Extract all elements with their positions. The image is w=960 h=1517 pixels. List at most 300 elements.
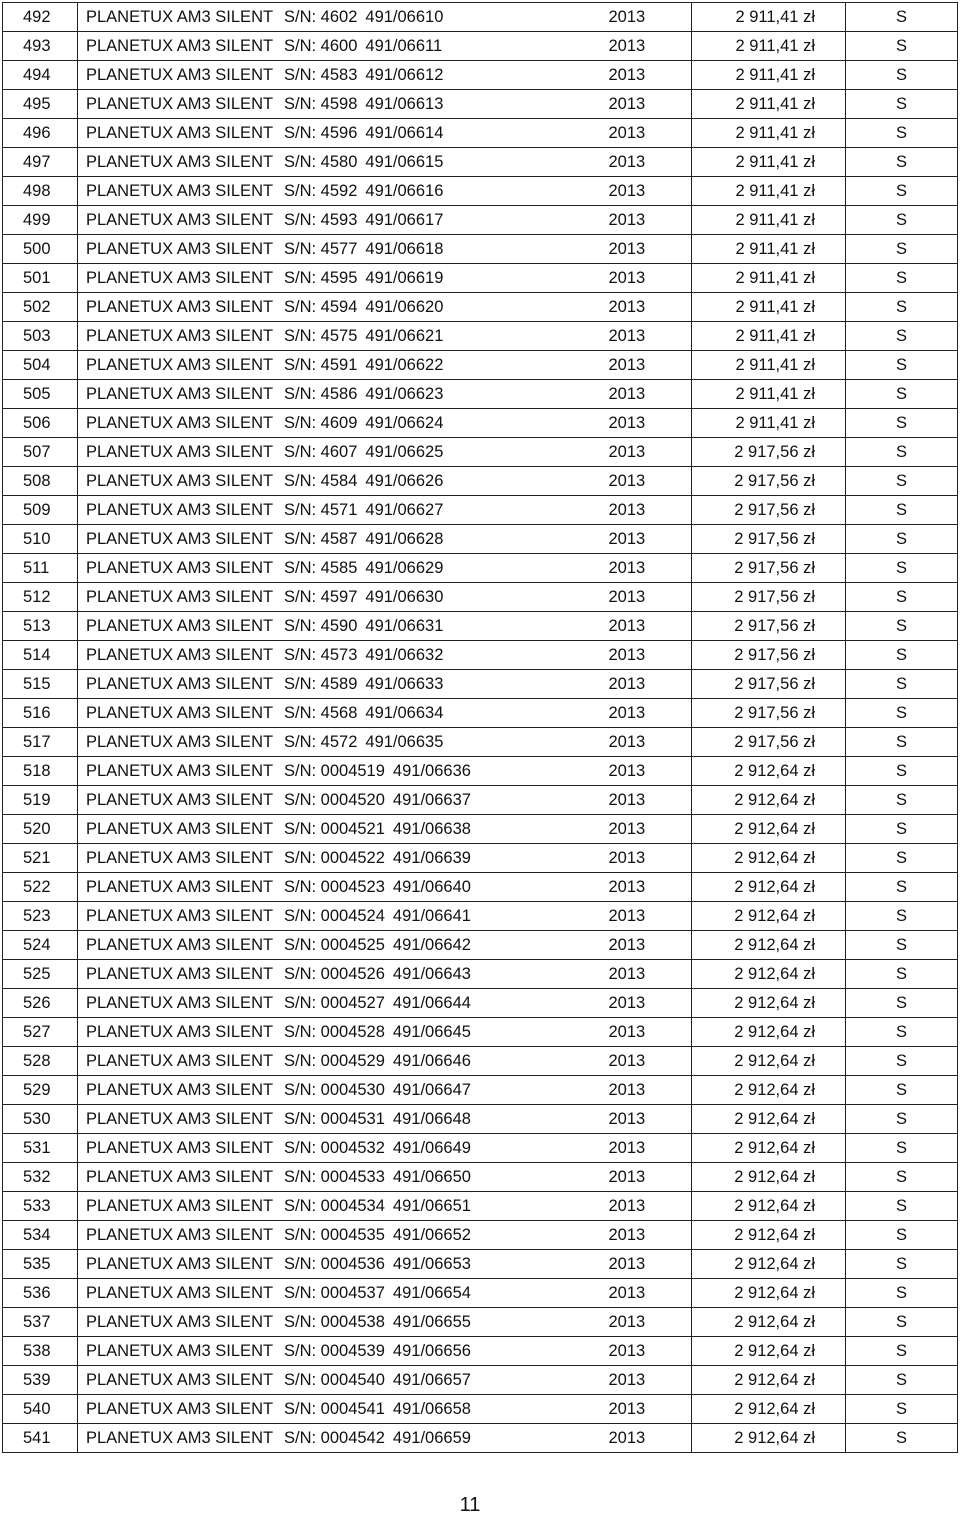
row-number-cell: 522	[3, 873, 78, 902]
table-row	[3, 583, 958, 612]
row-number-cell: 502	[3, 293, 78, 322]
item-description-cell	[78, 1250, 588, 1279]
item-name: PLANETUX AM3 SILENT	[86, 1138, 274, 1157]
value-cell: 2 912,64 zł	[692, 1366, 846, 1395]
row-number-cell: 529	[3, 1076, 78, 1105]
table-row	[3, 1105, 958, 1134]
item-description-cell	[78, 931, 588, 960]
value-cell: 2 912,64 zł	[692, 1192, 846, 1221]
table-row	[3, 931, 958, 960]
item-description-cell	[78, 612, 588, 641]
table-row	[3, 1366, 958, 1395]
item-description-cell	[78, 1105, 588, 1134]
value-cell: 2 912,64 zł	[692, 1221, 846, 1250]
row-number-cell: 527	[3, 1018, 78, 1047]
serial-number: S/N: 4568	[284, 703, 358, 722]
inventory-number: 491/06612	[365, 65, 444, 84]
table-row	[3, 728, 958, 757]
item-name: PLANETUX AM3 SILENT	[86, 964, 274, 983]
item-description-cell	[78, 32, 588, 61]
inventory-number: 491/06636	[392, 761, 471, 780]
year-cell: 2013	[588, 90, 692, 119]
item-name: PLANETUX AM3 SILENT	[86, 645, 274, 664]
table-row	[3, 206, 958, 235]
group-cell: S	[846, 583, 958, 612]
year-cell: 2013	[588, 1163, 692, 1192]
year-cell: 2013	[588, 960, 692, 989]
table-row	[3, 844, 958, 873]
serial-number: S/N: 0004540	[284, 1370, 385, 1389]
serial-number: S/N: 0004538	[284, 1312, 385, 1331]
item-name: PLANETUX AM3 SILENT	[86, 268, 274, 287]
group-cell: S	[846, 264, 958, 293]
item-name: PLANETUX AM3 SILENT	[86, 94, 274, 113]
year-cell: 2013	[588, 1221, 692, 1250]
item-name: PLANETUX AM3 SILENT	[86, 36, 274, 55]
year-cell: 2013	[588, 757, 692, 786]
table-row	[3, 1279, 958, 1308]
group-cell: S	[846, 1163, 958, 1192]
table-row	[3, 1308, 958, 1337]
year-cell: 2013	[588, 902, 692, 931]
group-cell: S	[846, 989, 958, 1018]
item-name: PLANETUX AM3 SILENT	[86, 819, 274, 838]
table-row	[3, 235, 958, 264]
value-cell: 2 911,41 zł	[692, 264, 846, 293]
value-cell: 2 917,56 zł	[692, 699, 846, 728]
year-cell: 2013	[588, 815, 692, 844]
year-cell: 2013	[588, 525, 692, 554]
value-cell: 2 911,41 zł	[692, 322, 846, 351]
value-cell: 2 911,41 zł	[692, 32, 846, 61]
inventory-number: 491/06635	[365, 732, 444, 751]
value-cell: 2 912,64 zł	[692, 1076, 846, 1105]
value-cell: 2 912,64 zł	[692, 1018, 846, 1047]
row-number-cell: 523	[3, 902, 78, 931]
value-cell: 2 912,64 zł	[692, 1279, 846, 1308]
row-number-cell: 500	[3, 235, 78, 264]
value-cell: 2 911,41 zł	[692, 119, 846, 148]
inventory-number: 491/06629	[365, 558, 444, 577]
value-cell: 2 912,64 zł	[692, 1337, 846, 1366]
item-name: PLANETUX AM3 SILENT	[86, 239, 274, 258]
value-cell: 2 912,64 zł	[692, 1134, 846, 1163]
group-cell: S	[846, 1047, 958, 1076]
row-number-cell: 510	[3, 525, 78, 554]
serial-number: S/N: 0004523	[284, 877, 385, 896]
table-row	[3, 1047, 958, 1076]
year-cell: 2013	[588, 989, 692, 1018]
year-cell: 2013	[588, 670, 692, 699]
inventory-number: 491/06657	[392, 1370, 471, 1389]
item-name: PLANETUX AM3 SILENT	[86, 1225, 274, 1244]
group-cell: S	[846, 612, 958, 641]
group-cell: S	[846, 844, 958, 873]
item-name: PLANETUX AM3 SILENT	[86, 384, 274, 403]
serial-number: S/N: 0004526	[284, 964, 385, 983]
serial-number: S/N: 4591	[284, 355, 358, 374]
year-cell: 2013	[588, 1308, 692, 1337]
row-number-cell: 531	[3, 1134, 78, 1163]
item-name: PLANETUX AM3 SILENT	[86, 761, 274, 780]
serial-number: S/N: 4590	[284, 616, 358, 635]
serial-number: S/N: 0004536	[284, 1254, 385, 1273]
row-number-cell: 536	[3, 1279, 78, 1308]
item-name: PLANETUX AM3 SILENT	[86, 297, 274, 316]
serial-number: S/N: 4596	[284, 123, 358, 142]
year-cell: 2013	[588, 496, 692, 525]
item-name: PLANETUX AM3 SILENT	[86, 413, 274, 432]
table-row	[3, 554, 958, 583]
inventory-number: 491/06652	[392, 1225, 471, 1244]
table-row	[3, 293, 958, 322]
row-number-cell: 528	[3, 1047, 78, 1076]
item-name: PLANETUX AM3 SILENT	[86, 732, 274, 751]
year-cell: 2013	[588, 61, 692, 90]
item-description-cell	[78, 467, 588, 496]
row-number-cell: 520	[3, 815, 78, 844]
serial-number: S/N: 4594	[284, 297, 358, 316]
row-number-cell: 515	[3, 670, 78, 699]
table-row	[3, 351, 958, 380]
item-name: PLANETUX AM3 SILENT	[86, 152, 274, 171]
item-description-cell	[78, 1163, 588, 1192]
item-description-cell	[78, 351, 588, 380]
item-name: PLANETUX AM3 SILENT	[86, 355, 274, 374]
value-cell: 2 917,56 zł	[692, 438, 846, 467]
row-number-cell: 538	[3, 1337, 78, 1366]
table-row	[3, 786, 958, 815]
item-name: PLANETUX AM3 SILENT	[86, 1370, 274, 1389]
group-cell: S	[846, 235, 958, 264]
value-cell: 2 912,64 zł	[692, 873, 846, 902]
table-row	[3, 380, 958, 409]
inventory-number: 491/06643	[392, 964, 471, 983]
table-row	[3, 1134, 958, 1163]
item-name: PLANETUX AM3 SILENT	[86, 442, 274, 461]
item-description-cell	[78, 1337, 588, 1366]
item-description-cell	[78, 699, 588, 728]
serial-number: S/N: 0004542	[284, 1428, 385, 1447]
table-row	[3, 409, 958, 438]
year-cell: 2013	[588, 264, 692, 293]
table-row	[3, 61, 958, 90]
row-number-cell: 530	[3, 1105, 78, 1134]
table-row	[3, 873, 958, 902]
item-description-cell	[78, 757, 588, 786]
value-cell: 2 917,56 zł	[692, 612, 846, 641]
inventory-number: 491/06639	[392, 848, 471, 867]
inventory-number: 491/06627	[365, 500, 444, 519]
table-row	[3, 1018, 958, 1047]
row-number-cell: 533	[3, 1192, 78, 1221]
table-row	[3, 1076, 958, 1105]
item-description-cell	[78, 61, 588, 90]
table-row	[3, 699, 958, 728]
item-name: PLANETUX AM3 SILENT	[86, 616, 274, 635]
row-number-cell: 498	[3, 177, 78, 206]
table-row	[3, 1395, 958, 1424]
group-cell: S	[846, 1366, 958, 1395]
year-cell: 2013	[588, 322, 692, 351]
item-description-cell	[78, 119, 588, 148]
inventory-number: 491/06628	[365, 529, 444, 548]
inventory-number: 491/06634	[365, 703, 444, 722]
item-description-cell	[78, 90, 588, 119]
inventory-number: 491/06619	[365, 268, 444, 287]
year-cell: 2013	[588, 467, 692, 496]
item-description-cell	[78, 1018, 588, 1047]
row-number-cell: 492	[3, 3, 78, 32]
value-cell: 2 912,64 zł	[692, 1047, 846, 1076]
value-cell: 2 917,56 zł	[692, 583, 846, 612]
inventory-number: 491/06637	[392, 790, 471, 809]
group-cell: S	[846, 61, 958, 90]
row-number-cell: 511	[3, 554, 78, 583]
table-row	[3, 322, 958, 351]
group-cell: S	[846, 3, 958, 32]
inventory-number: 491/06622	[365, 355, 444, 374]
item-description-cell	[78, 815, 588, 844]
item-description-cell	[78, 1424, 588, 1453]
year-cell: 2013	[588, 1250, 692, 1279]
group-cell: S	[846, 931, 958, 960]
value-cell: 2 912,64 zł	[692, 786, 846, 815]
serial-number: S/N: 4580	[284, 152, 358, 171]
inventory-number: 491/06618	[365, 239, 444, 258]
inventory-number: 491/06644	[392, 993, 471, 1012]
item-name: PLANETUX AM3 SILENT	[86, 790, 274, 809]
row-number-cell: 513	[3, 612, 78, 641]
table-row	[3, 989, 958, 1018]
year-cell: 2013	[588, 728, 692, 757]
group-cell: S	[846, 1395, 958, 1424]
item-name: PLANETUX AM3 SILENT	[86, 181, 274, 200]
inventory-number: 491/06653	[392, 1254, 471, 1273]
year-cell: 2013	[588, 119, 692, 148]
value-cell: 2 912,64 zł	[692, 989, 846, 1018]
table-row	[3, 32, 958, 61]
year-cell: 2013	[588, 583, 692, 612]
item-name: PLANETUX AM3 SILENT	[86, 1196, 274, 1215]
value-cell: 2 912,64 zł	[692, 844, 846, 873]
year-cell: 2013	[588, 641, 692, 670]
group-cell: S	[846, 322, 958, 351]
item-description-cell	[78, 3, 588, 32]
serial-number: S/N: 0004520	[284, 790, 385, 809]
serial-number: S/N: 4572	[284, 732, 358, 751]
group-cell: S	[846, 1018, 958, 1047]
row-number-cell: 541	[3, 1424, 78, 1453]
item-description-cell	[78, 496, 588, 525]
item-name: PLANETUX AM3 SILENT	[86, 500, 274, 519]
group-cell: S	[846, 728, 958, 757]
item-description-cell	[78, 641, 588, 670]
item-description-cell	[78, 960, 588, 989]
value-cell: 2 911,41 zł	[692, 293, 846, 322]
year-cell: 2013	[588, 32, 692, 61]
inventory-number: 491/06646	[392, 1051, 471, 1070]
item-name: PLANETUX AM3 SILENT	[86, 1428, 274, 1447]
item-description-cell	[78, 1192, 588, 1221]
serial-number: S/N: 4607	[284, 442, 358, 461]
item-description-cell	[78, 554, 588, 583]
serial-number: S/N: 0004537	[284, 1283, 385, 1302]
table-row	[3, 1337, 958, 1366]
group-cell: S	[846, 641, 958, 670]
inventory-number: 491/06617	[365, 210, 444, 229]
inventory-number: 491/06647	[392, 1080, 471, 1099]
year-cell: 2013	[588, 206, 692, 235]
row-number-cell: 503	[3, 322, 78, 351]
year-cell: 2013	[588, 293, 692, 322]
value-cell: 2 917,56 zł	[692, 496, 846, 525]
serial-number: S/N: 4573	[284, 645, 358, 664]
serial-number: S/N: 0004522	[284, 848, 385, 867]
inventory-number: 491/06638	[392, 819, 471, 838]
item-description-cell	[78, 409, 588, 438]
row-number-cell: 514	[3, 641, 78, 670]
serial-number: S/N: 4571	[284, 500, 358, 519]
item-description-cell	[78, 1395, 588, 1424]
inventory-table-body	[3, 3, 958, 1453]
group-cell: S	[846, 496, 958, 525]
table-row	[3, 757, 958, 786]
item-name: PLANETUX AM3 SILENT	[86, 935, 274, 954]
group-cell: S	[846, 1279, 958, 1308]
year-cell: 2013	[588, 1424, 692, 1453]
inventory-number: 491/06623	[365, 384, 444, 403]
value-cell: 2 911,41 zł	[692, 351, 846, 380]
value-cell: 2 917,56 zł	[692, 525, 846, 554]
row-number-cell: 526	[3, 989, 78, 1018]
serial-number: S/N: 4595	[284, 268, 358, 287]
inventory-number: 491/06641	[392, 906, 471, 925]
item-description-cell	[78, 844, 588, 873]
group-cell: S	[846, 1308, 958, 1337]
year-cell: 2013	[588, 873, 692, 902]
group-cell: S	[846, 1221, 958, 1250]
value-cell: 2 912,64 zł	[692, 931, 846, 960]
group-cell: S	[846, 1192, 958, 1221]
item-description-cell	[78, 177, 588, 206]
table-row	[3, 264, 958, 293]
row-number-cell: 516	[3, 699, 78, 728]
item-description-cell	[78, 1047, 588, 1076]
row-number-cell: 532	[3, 1163, 78, 1192]
year-cell: 2013	[588, 235, 692, 264]
value-cell: 2 911,41 zł	[692, 61, 846, 90]
item-name: PLANETUX AM3 SILENT	[86, 587, 274, 606]
year-cell: 2013	[588, 1395, 692, 1424]
group-cell: S	[846, 148, 958, 177]
serial-number: S/N: 4609	[284, 413, 358, 432]
serial-number: S/N: 0004535	[284, 1225, 385, 1244]
year-cell: 2013	[588, 148, 692, 177]
value-cell: 2 912,64 zł	[692, 1163, 846, 1192]
value-cell: 2 911,41 zł	[692, 3, 846, 32]
table-row	[3, 148, 958, 177]
row-number-cell: 493	[3, 32, 78, 61]
year-cell: 2013	[588, 931, 692, 960]
inventory-number: 491/06633	[365, 674, 444, 693]
group-cell: S	[846, 1424, 958, 1453]
inventory-number: 491/06649	[392, 1138, 471, 1157]
value-cell: 2 917,56 zł	[692, 728, 846, 757]
serial-number: S/N: 0004519	[284, 761, 385, 780]
row-number-cell: 501	[3, 264, 78, 293]
group-cell: S	[846, 786, 958, 815]
table-row	[3, 1424, 958, 1453]
year-cell: 2013	[588, 699, 692, 728]
serial-number: S/N: 4598	[284, 94, 358, 113]
year-cell: 2013	[588, 351, 692, 380]
inventory-number: 491/06659	[392, 1428, 471, 1447]
value-cell: 2 911,41 zł	[692, 380, 846, 409]
table-row	[3, 641, 958, 670]
group-cell: S	[846, 351, 958, 380]
item-description-cell	[78, 583, 588, 612]
value-cell: 2 917,56 zł	[692, 467, 846, 496]
inventory-number: 491/06611	[365, 36, 443, 55]
value-cell: 2 911,41 zł	[692, 90, 846, 119]
value-cell: 2 912,64 zł	[692, 1308, 846, 1337]
serial-number: S/N: 0004533	[284, 1167, 385, 1186]
row-number-cell: 497	[3, 148, 78, 177]
inventory-number: 491/06655	[392, 1312, 471, 1331]
table-row	[3, 612, 958, 641]
group-cell: S	[846, 902, 958, 931]
inventory-number: 491/06645	[392, 1022, 471, 1041]
item-description-cell	[78, 322, 588, 351]
value-cell: 2 911,41 zł	[692, 206, 846, 235]
item-description-cell	[78, 902, 588, 931]
row-number-cell: 535	[3, 1250, 78, 1279]
item-description-cell	[78, 786, 588, 815]
group-cell: S	[846, 757, 958, 786]
value-cell: 2 917,56 zł	[692, 641, 846, 670]
row-number-cell: 512	[3, 583, 78, 612]
group-cell: S	[846, 1337, 958, 1366]
table-row	[3, 90, 958, 119]
row-number-cell: 534	[3, 1221, 78, 1250]
item-description-cell	[78, 1134, 588, 1163]
year-cell: 2013	[588, 844, 692, 873]
serial-number: S/N: 0004531	[284, 1109, 385, 1128]
item-description-cell	[78, 293, 588, 322]
item-description-cell	[78, 1279, 588, 1308]
value-cell: 2 911,41 zł	[692, 148, 846, 177]
row-number-cell: 524	[3, 931, 78, 960]
inventory-table	[2, 2, 958, 1453]
value-cell: 2 911,41 zł	[692, 177, 846, 206]
item-name: PLANETUX AM3 SILENT	[86, 471, 274, 490]
row-number-cell: 539	[3, 1366, 78, 1395]
group-cell: S	[846, 699, 958, 728]
table-row	[3, 1192, 958, 1221]
value-cell: 2 912,64 zł	[692, 1250, 846, 1279]
year-cell: 2013	[588, 1018, 692, 1047]
row-number-cell: 540	[3, 1395, 78, 1424]
year-cell: 2013	[588, 1076, 692, 1105]
serial-number: S/N: 0004528	[284, 1022, 385, 1041]
serial-number: S/N: 0004527	[284, 993, 385, 1012]
group-cell: S	[846, 409, 958, 438]
row-number-cell: 496	[3, 119, 78, 148]
item-description-cell	[78, 873, 588, 902]
year-cell: 2013	[588, 177, 692, 206]
item-description-cell	[78, 1366, 588, 1395]
